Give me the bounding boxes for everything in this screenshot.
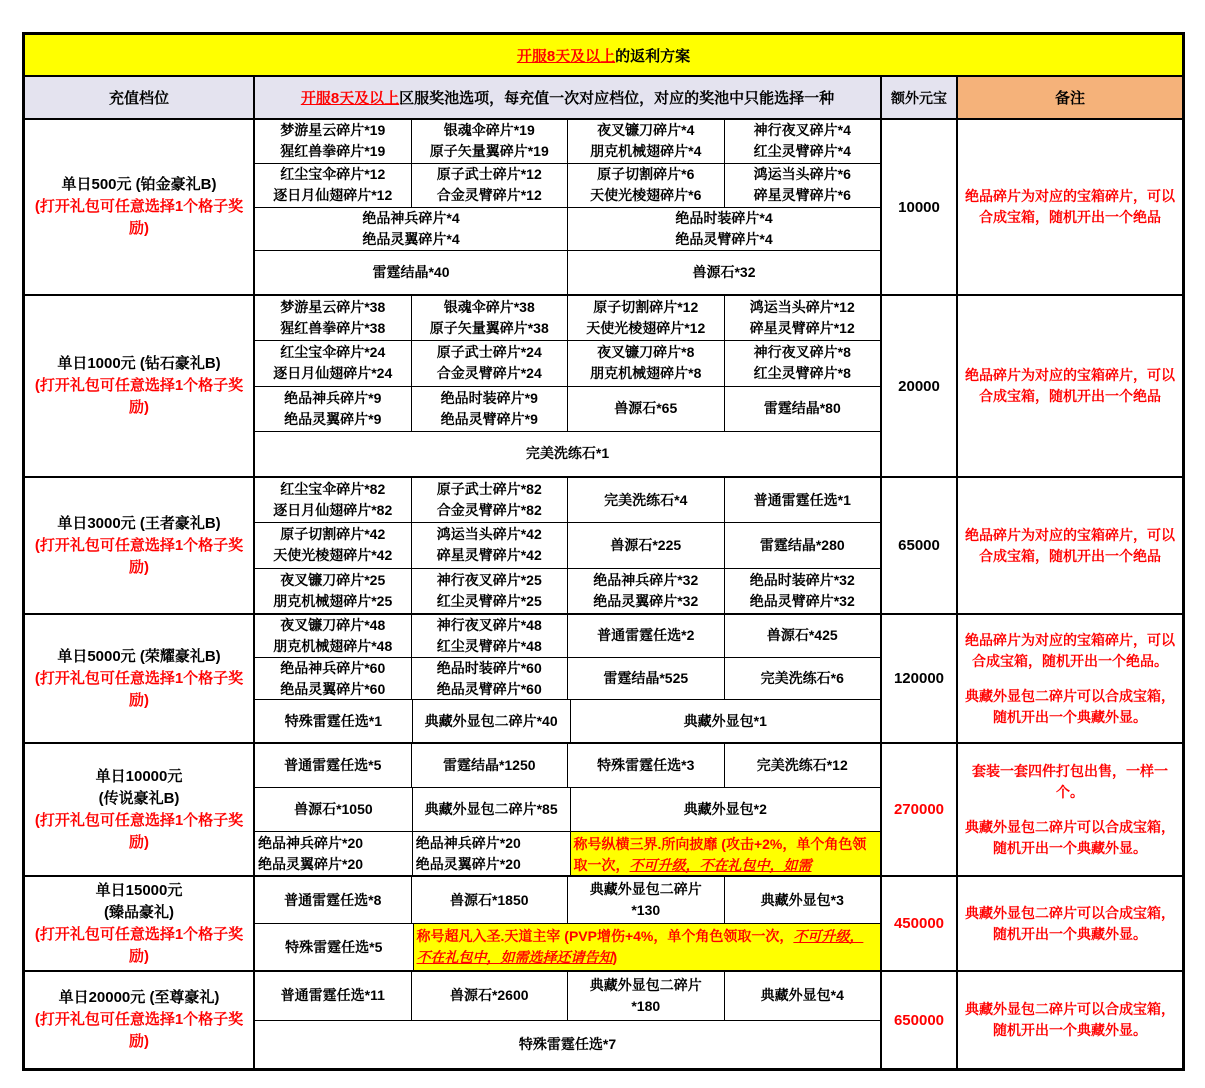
pool-sub-row [255, 164, 880, 208]
reward-item: 绝品时装碎片*60 [436, 659, 542, 676]
remark-line: 绝品碎片为对应的宝箱碎片，可以合成宝箱，随机开出一个绝品 [965, 188, 1175, 225]
reward-item: 完美洗练石*6 [760, 670, 844, 686]
reward-item: 雷霆结晶*80 [763, 400, 841, 417]
pool-cell [568, 120, 725, 163]
pool-cell [725, 615, 881, 657]
table-header [25, 77, 1182, 120]
reward-item: 完美洗练石*12 [756, 757, 848, 773]
pool-cell [725, 569, 881, 613]
reward-item: 典藏外显包二碎片*40 [424, 712, 558, 729]
reward-pool [255, 972, 882, 1068]
reward-item: 梦游星云碎片*38 [280, 299, 386, 316]
remark-line: 典藏外显包二碎片可以合成宝箱，随机开出一个典藏外显。 [965, 1001, 1175, 1038]
remark-line: 绝品碎片为对应的宝箱碎片，可以合成宝箱，随机开出一个绝品。 [965, 631, 1175, 669]
reward-item: 银魂伞碎片*19 [443, 122, 535, 139]
tier-note: (打开礼包可任意选择1个格子奖励) [34, 669, 244, 709]
note-text: 称号纵横三界.所向披靡 (攻击+2%，单个角色领取一次， [573, 836, 867, 873]
pool-cell [568, 478, 725, 522]
tier-cell [25, 972, 255, 1068]
pool-cell [412, 972, 569, 1020]
tier-label: 单日1000元 (钻石豪礼B) [57, 355, 221, 372]
pool-cell [255, 208, 568, 251]
pool-sub-row [255, 700, 880, 742]
reward-item: 夜叉镰刀碎片*4 [597, 122, 695, 139]
pool-sub-row [255, 788, 880, 832]
header-pool-highlight: 开服8天及以上 [300, 90, 400, 107]
pool-sub-row [255, 387, 880, 432]
pool-sub-row [255, 615, 880, 658]
pool-cell [568, 972, 725, 1020]
reward-item: 神行夜叉碎片*4 [753, 122, 851, 139]
table-title [25, 35, 1182, 77]
reward-item: 天使光棱翅碎片*6 [590, 187, 702, 204]
pool-cell [413, 832, 571, 875]
reward-item: 兽源石*1050 [294, 801, 373, 817]
pool-sub-row [255, 972, 880, 1021]
reward-item: 雷霆结晶*40 [372, 264, 450, 281]
pool-sub-row [255, 296, 880, 341]
rebate-table [22, 32, 1185, 1071]
yuanbao-cell: 650000 [882, 972, 958, 1068]
table-body [25, 120, 1182, 1068]
pool-cell [571, 700, 881, 742]
reward-item: 典藏外显包*2 [683, 801, 767, 817]
reward-item: 绝品灵翼碎片*32 [593, 592, 699, 609]
reward-item: 普通雷霆任选*2 [597, 627, 695, 644]
reward-item: 逐日月仙翅碎片*12 [273, 187, 393, 204]
tier-note: (打开礼包可任意选择1个格子奖励) [34, 811, 244, 851]
remark-cell [958, 296, 1182, 476]
reward-pool [255, 478, 882, 613]
reward-item: 合金灵臂碎片*12 [436, 187, 542, 204]
pool-cell [725, 120, 881, 163]
tier-label: 单日20000元 (至尊豪礼) [58, 989, 220, 1006]
pool-cell [568, 164, 725, 207]
pool-cell [568, 387, 725, 431]
tier-cell [25, 877, 255, 970]
remark-line: 典藏外显包二碎片可以合成宝箱，随机开出一个典藏外显。 [965, 818, 1175, 856]
reward-pool [255, 877, 882, 970]
reward-item: 特殊雷霆任选*5 [285, 938, 383, 955]
pool-cell [255, 924, 414, 970]
note-text: ) [612, 949, 618, 965]
pool-sub-row [255, 523, 880, 568]
remark-line: 绝品碎片为对应的宝箱碎片，可以合成宝箱，随机开出一个绝品 [965, 367, 1175, 404]
tier-row [25, 296, 1182, 478]
header-pool [255, 77, 882, 118]
reward-item: 绝品神兵碎片*20 [415, 834, 521, 851]
reward-item: 原子武士碎片*24 [436, 344, 542, 361]
reward-item: 绝品灵臂碎片*9 [440, 410, 538, 427]
pool-cell [255, 164, 412, 207]
reward-item: 原子切割碎片*12 [593, 299, 699, 316]
reward-item: 神行夜叉碎片*48 [436, 616, 542, 633]
pool-cell [412, 164, 569, 207]
reward-item: 红尘灵臂碎片*8 [753, 365, 851, 382]
reward-item: 原子武士碎片*82 [436, 481, 542, 498]
pool-cell [725, 658, 881, 700]
pool-cell [255, 615, 412, 657]
pool-cell [568, 296, 725, 340]
reward-item: 原子矢量翼碎片*19 [429, 143, 549, 160]
pool-cell [725, 523, 881, 567]
pool-cell [412, 387, 569, 431]
pool-cell [725, 744, 881, 787]
pool-sub-row [255, 478, 880, 523]
reward-item: 合金灵臂碎片*24 [436, 365, 542, 382]
tier-label: 单日5000元 (荣耀豪礼B) [57, 647, 221, 665]
yuanbao-cell: 10000 [882, 120, 958, 294]
reward-item: 绝品灵翼碎片*60 [280, 680, 386, 697]
tier-note: (打开礼包可任意选择1个格子奖励) [34, 536, 244, 576]
reward-item: 鸿运当头碎片*6 [753, 166, 851, 183]
reward-item: 红尘宝伞碎片*12 [280, 166, 386, 183]
tier-label: (传说豪礼B) [98, 789, 180, 807]
reward-item: 兽源石*2600 [449, 987, 529, 1004]
reward-item: 特殊雷霆任选*7 [518, 1035, 617, 1052]
reward-item: 鸿运当头碎片*42 [436, 526, 542, 543]
reward-item: 普通雷霆任选*8 [284, 891, 382, 908]
reward-item: 梦游星云碎片*19 [280, 122, 386, 139]
reward-item: 绝品神兵碎片*4 [362, 209, 460, 226]
reward-item: 猩红兽拳碎片*19 [280, 143, 386, 160]
remark-cell [958, 744, 1182, 875]
pool-cell [725, 478, 881, 522]
tier-note: (打开礼包可任意选择1个格子奖励) [34, 1011, 244, 1050]
pool-cell [412, 569, 569, 613]
pool-cell [255, 1021, 880, 1069]
remark-line: 典藏外显包二碎片可以合成宝箱，随机开出一个典藏外显。 [965, 687, 1175, 725]
tier-label: 单日3000元 (王者豪礼B) [57, 514, 221, 532]
pool-cell [725, 972, 881, 1020]
reward-item: 碎星灵臂碎片*12 [749, 320, 855, 337]
pool-cell [568, 569, 725, 613]
reward-item: 夜叉镰刀碎片*25 [280, 571, 386, 588]
pool-cell [568, 744, 725, 787]
tier-label: (臻品豪礼) [104, 903, 174, 921]
pool-sub-row [255, 744, 880, 788]
pool-cell [255, 972, 412, 1020]
note-text: 称号超凡入圣.天道主宰 (PVP增伤+4%，单个角色领取一次， [416, 928, 794, 944]
reward-item: 朋克机械翅碎片*25 [273, 592, 393, 609]
reward-item: 兽源石*1850 [449, 891, 529, 908]
pool-sub-row [255, 924, 880, 970]
reward-item: 兽源石*225 [610, 536, 682, 553]
pool-cell [412, 658, 569, 700]
remark-cell [958, 120, 1182, 294]
pool-sub-row [255, 658, 880, 701]
pool-cell [412, 523, 569, 567]
pool-sub-row [255, 569, 880, 613]
pool-cell [414, 924, 881, 970]
reward-item: 原子矢量翼碎片*38 [429, 320, 549, 337]
note-underlined-text: 不可升级，不在礼包中，如需选择还请告知 [416, 928, 864, 965]
reward-item: 朋克机械翅碎片*8 [590, 365, 702, 382]
reward-item: 普通雷霆任选*11 [280, 987, 385, 1004]
reward-item: 雷霆结晶*280 [759, 536, 845, 553]
tier-cell [25, 478, 255, 613]
reward-item: 绝品灵翼碎片*20 [415, 855, 521, 872]
header-tier: 充值档位 [25, 77, 255, 118]
pool-cell [413, 788, 571, 831]
tier-cell [25, 615, 255, 742]
reward-pool [255, 744, 882, 875]
reward-item: 雷霆结晶*525 [603, 670, 689, 686]
reward-item: 雷霆结晶*1250 [442, 757, 536, 773]
pool-cell [255, 341, 412, 385]
pool-cell [255, 744, 412, 787]
pool-cell [255, 877, 412, 923]
pool-cell [568, 251, 880, 294]
tier-row [25, 615, 1182, 744]
reward-item: 碎星灵臂碎片*6 [753, 187, 851, 204]
yuanbao-cell: 120000 [882, 615, 958, 742]
reward-item: 朋克机械翅碎片*48 [273, 637, 393, 654]
yuanbao-cell: 450000 [882, 877, 958, 970]
reward-item: *180 [631, 997, 661, 1014]
header-remark: 备注 [958, 77, 1182, 118]
reward-item: 夜叉镰刀碎片*48 [280, 616, 386, 633]
pool-sub-row [255, 341, 880, 386]
tier-note: (打开礼包可任意选择1个格子奖励) [34, 377, 244, 416]
remark-cell [958, 478, 1182, 613]
tier-label: 单日15000元 [95, 881, 183, 899]
reward-item: 绝品灵翼碎片*4 [362, 230, 460, 247]
note-underlined-text: 不可升级，不在礼包中，如需 [629, 857, 812, 873]
pool-cell [255, 251, 568, 294]
pool-cell [568, 523, 725, 567]
header-yuanbao: 额外元宝 [882, 77, 958, 118]
reward-item: 红尘宝伞碎片*82 [280, 481, 386, 498]
pool-cell [725, 877, 881, 923]
pool-sub-row [255, 251, 880, 294]
reward-item: 绝品时装碎片*9 [440, 389, 538, 406]
reward-item: 特殊雷霆任选*3 [597, 757, 695, 773]
pool-cell [255, 569, 412, 613]
reward-item: 逐日月仙翅碎片*24 [273, 365, 393, 382]
reward-item: 完美洗练石*4 [604, 491, 688, 508]
pool-sub-row [255, 877, 880, 924]
reward-item: 原子切割碎片*42 [280, 526, 386, 543]
pool-cell [255, 700, 413, 742]
pool-cell [725, 341, 881, 385]
reward-item: 红尘灵臂碎片*4 [753, 143, 851, 160]
tier-row [25, 877, 1182, 972]
reward-item: 绝品神兵碎片*60 [280, 659, 386, 676]
pool-cell [725, 387, 881, 431]
reward-pool [255, 615, 882, 742]
tier-label: 单日500元 (铂金豪礼B) [61, 176, 217, 193]
pool-cell [568, 615, 725, 657]
pool-cell [412, 744, 569, 787]
reward-item: 绝品灵翼碎片*9 [284, 410, 382, 427]
yuanbao-cell: 65000 [882, 478, 958, 613]
reward-item: 红尘灵臂碎片*25 [436, 592, 542, 609]
pool-cell [412, 478, 569, 522]
pool-cell [568, 877, 725, 923]
pool-cell [571, 832, 881, 875]
reward-item: 普通雷霆任选*1 [753, 491, 851, 508]
pool-cell [255, 432, 880, 476]
pool-cell [255, 832, 413, 875]
remark-cell [958, 615, 1182, 742]
reward-item: 绝品神兵碎片*20 [258, 834, 364, 851]
pool-cell [255, 120, 412, 163]
remark-cell [958, 972, 1182, 1068]
title-reward-note [574, 834, 878, 875]
tier-cell [25, 296, 255, 476]
reward-item: 普通雷霆任选*5 [284, 757, 382, 773]
reward-item: 典藏外显包二碎片*85 [424, 801, 558, 817]
pool-cell [255, 296, 412, 340]
tier-label: 单日10000元 [95, 767, 183, 785]
remark-line: 套装一套四件打包出售，一样一个。 [972, 762, 1168, 800]
yuanbao-cell: 20000 [882, 296, 958, 476]
reward-item: 朋克机械翅碎片*4 [590, 143, 702, 160]
pool-sub-row [255, 832, 880, 875]
reward-item: 绝品神兵碎片*9 [284, 389, 382, 406]
reward-item: 典藏外显包*4 [760, 987, 844, 1004]
reward-item: 合金灵臂碎片*82 [436, 502, 542, 519]
pool-cell [568, 658, 725, 700]
reward-item: *130 [631, 902, 661, 918]
title-reward-note [417, 926, 878, 968]
pool-cell [725, 296, 881, 340]
reward-item: 兽源石*425 [766, 627, 838, 644]
reward-item: 红尘灵臂碎片*48 [436, 637, 542, 654]
reward-item: 原子武士碎片*12 [436, 166, 542, 183]
reward-item: 绝品灵臂碎片*60 [436, 680, 542, 697]
pool-cell [412, 120, 569, 163]
yuanbao-cell: 270000 [882, 744, 958, 875]
tier-row [25, 478, 1182, 615]
reward-item: 碎星灵臂碎片*42 [436, 547, 542, 564]
reward-item: 红尘宝伞碎片*24 [280, 344, 386, 361]
tier-note: (打开礼包可任意选择1个格子奖励) [34, 198, 244, 237]
pool-cell [412, 877, 569, 923]
pool-cell [412, 341, 569, 385]
tier-cell [25, 120, 255, 294]
tier-note: (打开礼包可任意选择1个格子奖励) [34, 925, 244, 965]
reward-item: 神行夜叉碎片*25 [436, 571, 542, 588]
reward-item: 猩红兽拳碎片*38 [280, 320, 386, 337]
reward-item: 天使光棱翅碎片*12 [586, 320, 706, 337]
reward-pool [255, 120, 882, 294]
reward-item: 神行夜叉碎片*8 [753, 344, 851, 361]
reward-item: 逐日月仙翅碎片*82 [273, 502, 393, 519]
pool-cell [255, 387, 412, 431]
reward-item: 夜叉镰刀碎片*8 [597, 344, 695, 361]
pool-cell [412, 615, 569, 657]
remark-line: 典藏外显包二碎片可以合成宝箱，随机开出一个典藏外显。 [965, 904, 1175, 942]
pool-cell [255, 788, 413, 831]
pool-sub-row [255, 1021, 880, 1069]
reward-item: 典藏外显包二碎片 [589, 881, 702, 897]
reward-item: 绝品时装碎片*32 [749, 571, 855, 588]
pool-cell [255, 658, 412, 700]
reward-pool [255, 296, 882, 476]
pool-cell [413, 700, 571, 742]
reward-item: 兽源石*32 [692, 264, 756, 281]
pool-sub-row [255, 432, 880, 476]
reward-item: 绝品灵臂碎片*32 [749, 592, 855, 609]
reward-item: 天使光棱翅碎片*42 [273, 547, 393, 564]
pool-cell [412, 296, 569, 340]
reward-item: 典藏外显包*3 [760, 891, 844, 908]
pool-cell [568, 341, 725, 385]
pool-cell [725, 164, 881, 207]
remark-cell [958, 877, 1182, 970]
tier-row [25, 744, 1182, 877]
title-highlight: 开服8天及以上 [516, 47, 616, 65]
reward-item: 完美洗练石*1 [525, 445, 610, 462]
remark-line: 绝品碎片为对应的宝箱碎片，可以合成宝箱，随机开出一个绝品 [965, 526, 1175, 564]
pool-cell [255, 478, 412, 522]
reward-item: 鸿运当头碎片*12 [749, 299, 855, 316]
reward-item: 绝品时装碎片*4 [675, 209, 773, 226]
pool-sub-row [255, 208, 880, 252]
reward-item: 银魂伞碎片*38 [443, 299, 535, 316]
reward-item: 兽源石*65 [614, 400, 678, 417]
pool-sub-row [255, 120, 880, 164]
reward-item: 原子切割碎片*6 [597, 166, 695, 183]
reward-item: 典藏外显包*1 [683, 712, 767, 729]
tier-row [25, 120, 1182, 296]
pool-cell [568, 208, 880, 251]
reward-item: 绝品灵翼碎片*20 [258, 855, 364, 872]
pool-cell [571, 788, 881, 831]
title-rest: 的返利方案 [615, 47, 691, 65]
reward-item: 绝品神兵碎片*32 [593, 571, 699, 588]
tier-row [25, 972, 1182, 1068]
tier-cell [25, 744, 255, 875]
reward-item: 特殊雷霆任选*1 [284, 712, 382, 729]
header-pool-rest: 区服奖池选项，每充值一次对应档位，对应的奖池中只能选择一种 [399, 90, 835, 107]
reward-item: 典藏外显包二碎片 [589, 976, 702, 993]
reward-item: 绝品灵臂碎片*4 [675, 230, 773, 247]
pool-cell [255, 523, 412, 567]
